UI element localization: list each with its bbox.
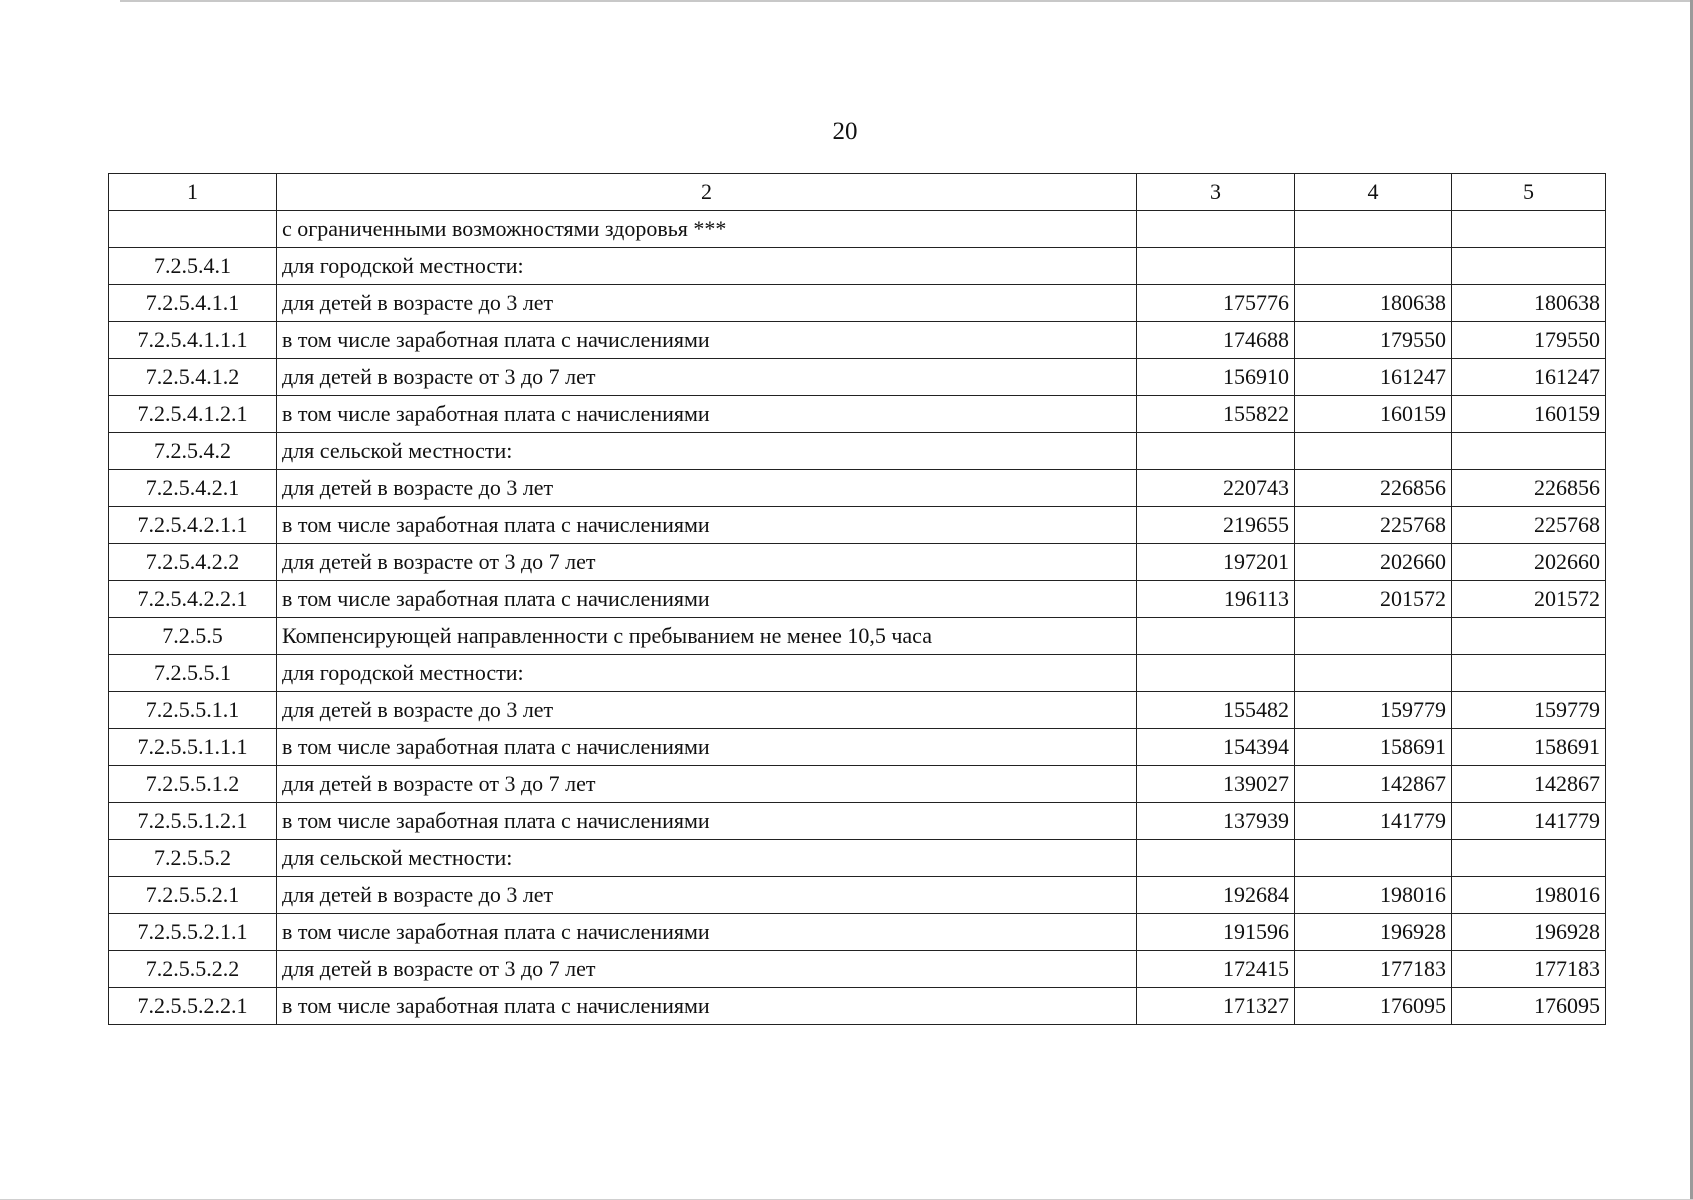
row-value-col3-cell — [1137, 840, 1295, 877]
row-value-col5-cell: 180638 — [1452, 285, 1606, 322]
table-row — [109, 433, 1606, 470]
row-value-col4-cell — [1295, 840, 1452, 877]
row-description-cell: Компенсирующей направленности с пребыванием не менее 10,5 часа — [277, 618, 1137, 655]
row-code-cell: 7.2.5.5.2.1 — [109, 877, 277, 914]
row-value-col5-cell: 161247 — [1452, 359, 1606, 396]
row-value-col5-cell: 179550 — [1452, 322, 1606, 359]
row-value-col3-cell — [1137, 618, 1295, 655]
row-value-col4-cell: 177183 — [1295, 951, 1452, 988]
table-row — [109, 655, 1606, 692]
row-description-cell: для детей в возрасте до 3 лет — [277, 285, 1137, 322]
row-description-cell: в том числе заработная плата с начислениями — [277, 581, 1137, 618]
row-value-col4-cell — [1295, 618, 1452, 655]
row-value-col4-cell — [1295, 655, 1452, 692]
row-code-cell: 7.2.5.5 — [109, 618, 277, 655]
row-value-col4-cell: 161247 — [1295, 359, 1452, 396]
row-value-col5-cell — [1452, 840, 1606, 877]
row-value-col5-cell: 198016 — [1452, 877, 1606, 914]
row-value-col4-cell — [1295, 211, 1452, 248]
table-row — [109, 470, 1606, 507]
row-code-cell: 7.2.5.5.1.1.1 — [109, 729, 277, 766]
table-row — [109, 544, 1606, 581]
row-description-cell: для детей в возрасте от 3 до 7 лет — [277, 359, 1137, 396]
row-code-cell: 7.2.5.4.1 — [109, 248, 277, 285]
scan-edge-top — [120, 0, 1693, 2]
row-code-cell: 7.2.5.5.2.2.1 — [109, 988, 277, 1025]
row-value-col3-cell: 156910 — [1137, 359, 1295, 396]
row-code-cell: 7.2.5.5.2.2 — [109, 951, 277, 988]
row-value-col5-cell — [1452, 248, 1606, 285]
row-value-col4-cell: 202660 — [1295, 544, 1452, 581]
row-value-col4-cell: 176095 — [1295, 988, 1452, 1025]
row-description-cell: для детей в возрасте до 3 лет — [277, 692, 1137, 729]
row-value-col3-cell: 174688 — [1137, 322, 1295, 359]
row-value-col3-cell: 155822 — [1137, 396, 1295, 433]
column-header: 2 — [277, 174, 1137, 211]
row-description-cell: для детей в возрасте от 3 до 7 лет — [277, 951, 1137, 988]
row-value-col4-cell: 180638 — [1295, 285, 1452, 322]
row-value-col3-cell: 154394 — [1137, 729, 1295, 766]
row-value-col5-cell: 177183 — [1452, 951, 1606, 988]
row-value-col5-cell — [1452, 655, 1606, 692]
row-value-col5-cell — [1452, 618, 1606, 655]
table-row — [109, 692, 1606, 729]
row-code-cell: 7.2.5.5.2.1.1 — [109, 914, 277, 951]
table-row — [109, 322, 1606, 359]
column-header: 5 — [1452, 174, 1606, 211]
row-description-cell: для детей в возрасте до 3 лет — [277, 470, 1137, 507]
row-value-col3-cell: 155482 — [1137, 692, 1295, 729]
table-row — [109, 877, 1606, 914]
page-number: 20 — [832, 118, 858, 145]
row-description-cell: для сельской местности: — [277, 433, 1137, 470]
row-value-col5-cell: 176095 — [1452, 988, 1606, 1025]
row-value-col5-cell: 226856 — [1452, 470, 1606, 507]
column-header: 1 — [109, 174, 277, 211]
row-code-cell: 7.2.5.4.1.1 — [109, 285, 277, 322]
row-value-col4-cell: 159779 — [1295, 692, 1452, 729]
row-value-col4-cell: 225768 — [1295, 507, 1452, 544]
row-value-col5-cell — [1452, 433, 1606, 470]
row-value-col3-cell: 137939 — [1137, 803, 1295, 840]
row-value-col5-cell: 159779 — [1452, 692, 1606, 729]
row-value-col3-cell: 192684 — [1137, 877, 1295, 914]
table-row — [109, 840, 1606, 877]
table-row — [109, 285, 1606, 322]
row-value-col3-cell: 197201 — [1137, 544, 1295, 581]
row-description-cell: в том числе заработная плата с начислениями — [277, 988, 1137, 1025]
row-value-col4-cell: 179550 — [1295, 322, 1452, 359]
row-code-cell: 7.2.5.4.1.2.1 — [109, 396, 277, 433]
table-row — [109, 248, 1606, 285]
table-row — [109, 803, 1606, 840]
row-value-col3-cell: 172415 — [1137, 951, 1295, 988]
row-code-cell: 7.2.5.5.1 — [109, 655, 277, 692]
row-code-cell: 7.2.5.4.2 — [109, 433, 277, 470]
row-value-col3-cell: 171327 — [1137, 988, 1295, 1025]
row-code-cell: 7.2.5.4.2.1 — [109, 470, 277, 507]
row-value-col3-cell: 196113 — [1137, 581, 1295, 618]
row-description-cell: с ограниченными возможностями здоровья *** — [277, 211, 1137, 248]
row-value-col4-cell: 201572 — [1295, 581, 1452, 618]
row-description-cell: для детей в возрасте до 3 лет — [277, 877, 1137, 914]
table-row — [109, 988, 1606, 1025]
rates-table — [108, 173, 1606, 1025]
row-value-col4-cell — [1295, 248, 1452, 285]
row-description-cell: для городской местности: — [277, 248, 1137, 285]
row-code-cell: 7.2.5.4.1.2 — [109, 359, 277, 396]
rates-table-body — [109, 174, 1606, 1025]
row-code-cell — [109, 211, 277, 248]
row-code-cell: 7.2.5.4.2.2.1 — [109, 581, 277, 618]
row-value-col5-cell: 202660 — [1452, 544, 1606, 581]
row-code-cell: 7.2.5.5.1.2.1 — [109, 803, 277, 840]
row-value-col5-cell: 142867 — [1452, 766, 1606, 803]
row-code-cell: 7.2.5.5.1.2 — [109, 766, 277, 803]
row-description-cell: для детей в возрасте от 3 до 7 лет — [277, 766, 1137, 803]
row-value-col5-cell: 141779 — [1452, 803, 1606, 840]
row-description-cell: в том числе заработная плата с начислениями — [277, 322, 1137, 359]
table-row — [109, 359, 1606, 396]
row-value-col4-cell: 226856 — [1295, 470, 1452, 507]
row-value-col5-cell: 160159 — [1452, 396, 1606, 433]
row-value-col5-cell: 158691 — [1452, 729, 1606, 766]
row-description-cell: в том числе заработная плата с начислениями — [277, 396, 1137, 433]
row-value-col4-cell — [1295, 433, 1452, 470]
row-description-cell: в том числе заработная плата с начислениями — [277, 803, 1137, 840]
row-value-col3-cell: 219655 — [1137, 507, 1295, 544]
row-value-col5-cell — [1452, 211, 1606, 248]
row-value-col4-cell: 198016 — [1295, 877, 1452, 914]
row-description-cell: в том числе заработная плата с начислениями — [277, 729, 1137, 766]
table-row — [109, 507, 1606, 544]
row-value-col5-cell: 196928 — [1452, 914, 1606, 951]
table-row — [109, 581, 1606, 618]
table-row — [109, 914, 1606, 951]
column-header: 4 — [1295, 174, 1452, 211]
table-row — [109, 396, 1606, 433]
row-value-col4-cell: 196928 — [1295, 914, 1452, 951]
row-value-col5-cell: 225768 — [1452, 507, 1606, 544]
row-description-cell: в том числе заработная плата с начислениями — [277, 507, 1137, 544]
row-description-cell: для сельской местности: — [277, 840, 1137, 877]
row-value-col4-cell: 142867 — [1295, 766, 1452, 803]
table-row — [109, 729, 1606, 766]
row-value-col4-cell: 141779 — [1295, 803, 1452, 840]
row-code-cell: 7.2.5.4.1.1.1 — [109, 322, 277, 359]
row-value-col3-cell: 139027 — [1137, 766, 1295, 803]
row-code-cell: 7.2.5.4.2.2 — [109, 544, 277, 581]
table-row — [109, 951, 1606, 988]
row-description-cell: для городской местности: — [277, 655, 1137, 692]
row-code-cell: 7.2.5.5.1.1 — [109, 692, 277, 729]
row-code-cell: 7.2.5.4.2.1.1 — [109, 507, 277, 544]
row-value-col3-cell — [1137, 433, 1295, 470]
row-description-cell: для детей в возрасте от 3 до 7 лет — [277, 544, 1137, 581]
row-value-col4-cell: 158691 — [1295, 729, 1452, 766]
row-description-cell: в том числе заработная плата с начислениями — [277, 914, 1137, 951]
row-value-col3-cell — [1137, 655, 1295, 692]
table-row — [109, 211, 1606, 248]
column-header: 3 — [1137, 174, 1295, 211]
table-row — [109, 618, 1606, 655]
row-value-col3-cell: 175776 — [1137, 285, 1295, 322]
row-value-col3-cell: 191596 — [1137, 914, 1295, 951]
row-value-col5-cell: 201572 — [1452, 581, 1606, 618]
row-value-col3-cell — [1137, 211, 1295, 248]
row-value-col3-cell: 220743 — [1137, 470, 1295, 507]
table-row — [109, 766, 1606, 803]
table-header-row — [109, 174, 1606, 211]
row-value-col3-cell — [1137, 248, 1295, 285]
row-code-cell: 7.2.5.5.2 — [109, 840, 277, 877]
row-value-col4-cell: 160159 — [1295, 396, 1452, 433]
